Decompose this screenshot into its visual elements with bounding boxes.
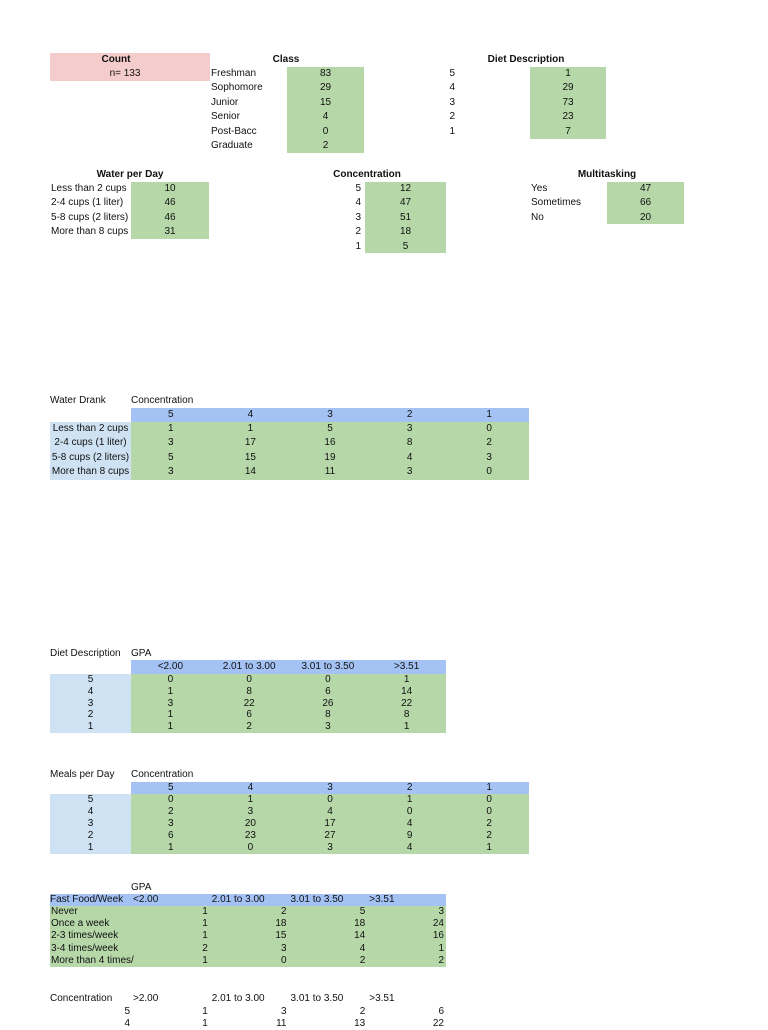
water-value: 10 [164, 183, 176, 194]
diet-rating: 4 [449, 82, 455, 94]
table-row-header: Once a week [51, 918, 110, 930]
count-value: n= 133 [109, 68, 141, 79]
table-cell: 15 [275, 930, 287, 942]
table-cell: 1 [403, 721, 410, 733]
table-col-header: <2.00 [133, 894, 159, 905]
table-cell: 2 [168, 806, 174, 817]
table-cell: 1 [202, 906, 208, 917]
class-label: Senior [211, 111, 240, 123]
table-cell: 1 [486, 842, 492, 853]
diet-value: 73 [562, 96, 574, 108]
table-row-label: Diet Description [50, 648, 121, 659]
table-cell: 3 [327, 842, 333, 853]
diet-rating: 1 [449, 125, 455, 137]
water-label: More than 8 cups [51, 226, 129, 238]
table-row-header: 4 [87, 685, 94, 697]
table-row-header: 4 [124, 1018, 130, 1029]
table-cell: 1 [403, 674, 410, 685]
table-cell: 0 [167, 674, 174, 685]
table-cell: 4 [327, 806, 333, 817]
table-row-header: Less than 2 cups [52, 423, 129, 434]
table-row-header: 2-3 times/week [51, 930, 119, 942]
table-cell: 2 [486, 818, 492, 829]
table-cell: 4 [406, 451, 413, 463]
class-value: 2 [322, 140, 329, 151]
table-cell: 2 [202, 942, 208, 954]
table-cell: 0 [325, 674, 331, 685]
table-cell: 23 [244, 830, 256, 841]
table-cell: 3 [280, 1006, 287, 1017]
table-cell: 4 [406, 818, 413, 829]
water-value: 46 [164, 197, 176, 209]
table-cell: 1 [167, 685, 174, 697]
table-row-header: More than 4 times/ [51, 954, 134, 966]
table-cell: 6 [246, 709, 252, 721]
table-cell: 8 [406, 437, 413, 449]
table-cell: 2 [280, 906, 287, 917]
table-cell: 5 [168, 451, 174, 463]
table-cell: 1 [202, 1006, 208, 1017]
concentration-rating: 4 [355, 197, 361, 209]
class-value: 29 [319, 82, 332, 94]
table-col-label: Concentration [131, 769, 194, 780]
table-cell: 5 [327, 423, 333, 434]
table-cell: 6 [438, 1006, 444, 1017]
table-row-header: 1 [87, 842, 94, 853]
table-cell: 3 [486, 451, 492, 463]
table-col-header: >3.51 [393, 661, 420, 672]
table-col-header: 4 [247, 782, 254, 793]
table-row-header: 3 [87, 818, 94, 829]
table-col-header: 2 [406, 782, 413, 793]
table-col-header: 3.01 to 3.50 [301, 661, 355, 672]
table-col-header: <2.00 [157, 661, 184, 672]
water-label: 5-8 cups (2 liters) [51, 211, 129, 223]
table-col-header: 5 [168, 409, 174, 420]
table-col-header: 3.01 to 3.50 [290, 993, 344, 1004]
table-cell: 18 [275, 918, 287, 930]
table-col-header: 3 [327, 782, 333, 793]
table-row-header: 5 [124, 1006, 130, 1017]
table-cell: 1 [167, 709, 174, 721]
concentration-value: 5 [402, 240, 409, 252]
table-cell: 4 [406, 842, 413, 853]
class-header: Class [272, 54, 300, 65]
table-cell: 0 [280, 954, 287, 966]
water-value: 46 [164, 211, 176, 223]
table-cell: 20 [244, 818, 256, 829]
table-col-label: GPA [131, 882, 152, 893]
table-row-header: 5 [87, 674, 94, 685]
multitasking-label: Sometimes [531, 197, 582, 209]
table-cell: 3 [280, 942, 287, 954]
table-row-header: 2 [87, 709, 94, 721]
table-col-header: >3.51 [369, 993, 395, 1004]
table-row-header: 2-4 cups (1 liter) [54, 437, 127, 449]
table-col-header: 4 [247, 409, 254, 420]
table-cell: 1 [202, 930, 208, 942]
table-cell: 1 [247, 423, 254, 434]
concentration-header: Concentration [333, 169, 401, 180]
table-cell: 2 [438, 954, 444, 966]
class-label: Junior [211, 96, 239, 108]
table-cell: 9 [406, 830, 413, 841]
concentration-rating: 3 [355, 211, 361, 223]
table-col-header: 2.01 to 3.00 [211, 993, 265, 1004]
diet-rating: 3 [449, 96, 455, 108]
concentration-value: 18 [399, 226, 412, 238]
concentration-rating: 1 [355, 240, 361, 252]
table-row-header: More than 8 cups [51, 466, 130, 478]
class-label: Sophomore [211, 82, 263, 94]
table-cell: 16 [324, 437, 336, 449]
concentration-rating: 5 [355, 183, 361, 194]
table-cell: 1 [202, 1018, 208, 1029]
table-cell: 17 [324, 818, 336, 829]
table-col-header: 3 [327, 409, 333, 420]
table-cell: 11 [324, 466, 336, 478]
table-col-header: 2 [406, 409, 413, 420]
table-col-header: 2.01 to 3.00 [222, 661, 276, 672]
table-row-header: 3 [87, 697, 94, 709]
table-cell: 1 [406, 794, 413, 805]
table-row-label: Meals per Day [50, 769, 115, 780]
table-cell: 1 [168, 423, 174, 434]
table-cell: 3 [168, 818, 174, 829]
table-cell: 3 [406, 466, 413, 478]
diet-value: 23 [562, 111, 574, 123]
table-cell: 16 [432, 930, 444, 942]
diet-value: 1 [565, 68, 571, 79]
table-row-header: 5 [87, 794, 94, 805]
table-cell: 1 [438, 942, 444, 954]
table-row-label: Water Drank [50, 395, 106, 406]
multitasking-value: 47 [639, 183, 652, 194]
table-cell: 19 [324, 451, 336, 463]
table-row-label: Concentration [50, 993, 113, 1004]
table-cell: 3 [167, 697, 174, 709]
table-cell: 6 [168, 830, 174, 841]
table-cell: 27 [324, 830, 336, 841]
table-cell: 3 [325, 721, 331, 733]
class-value: 4 [322, 111, 329, 123]
table-cell: 0 [327, 794, 333, 805]
table-row-label: Fast Food/Week [50, 894, 124, 905]
table-col-header: 2.01 to 3.00 [211, 894, 265, 905]
table-cell: 6 [325, 685, 331, 697]
water-value: 31 [164, 226, 176, 238]
table-cell: 0 [246, 674, 252, 685]
class-label: Freshman [211, 68, 257, 79]
table-cell: 2 [359, 1006, 366, 1017]
multitasking-label: Yes [531, 183, 548, 194]
table-cell: 1 [168, 842, 174, 853]
multitasking-value: 20 [639, 211, 652, 223]
water-label: Less than 2 cups [51, 183, 127, 194]
table-cell: 1 [202, 918, 208, 930]
table-cell: 8 [325, 709, 331, 721]
table-cell: 3 [406, 423, 413, 434]
table-col-header: 1 [486, 782, 492, 793]
diet-rating: 5 [449, 68, 455, 79]
concentration-rating: 2 [355, 226, 361, 238]
table-col-label: Concentration [131, 395, 194, 406]
table-cell: 0 [486, 806, 492, 817]
table-cell: 2 [246, 721, 252, 733]
table-cell: 11 [276, 1018, 287, 1029]
table-cell: 13 [354, 1018, 366, 1029]
table-cell: 1 [247, 794, 254, 805]
table-cell: 0 [486, 794, 492, 805]
table-cell: 2 [486, 437, 492, 449]
table-cell: 3 [168, 437, 174, 449]
class-value: 0 [322, 125, 329, 137]
class-value: 83 [319, 68, 332, 79]
diet-value: 29 [562, 82, 574, 94]
concentration-value: 12 [399, 183, 412, 194]
table-cell: 14 [244, 466, 256, 478]
water-header: Water per Day [96, 169, 164, 180]
multitasking-header: Multitasking [577, 169, 637, 180]
table-row-header: Never [51, 906, 78, 917]
table-row-header: 3-4 times/week [51, 942, 119, 954]
table-row-header: 2 [87, 830, 94, 841]
table-cell: 0 [406, 806, 413, 817]
table-cell: 15 [244, 451, 256, 463]
table-cell: 22 [432, 1018, 444, 1029]
diet-rating: 2 [449, 111, 455, 123]
table-cell: 5 [359, 906, 366, 917]
class-label: Graduate [211, 140, 253, 151]
table-cell: 0 [486, 466, 492, 478]
table-col-header: 1 [486, 409, 492, 420]
count-header: Count [101, 54, 131, 65]
table-cell: 8 [403, 709, 410, 721]
table-cell: 2 [486, 830, 492, 841]
multitasking-label: No [531, 211, 544, 223]
table-cell: 22 [243, 697, 255, 709]
table-cell: 26 [322, 697, 334, 709]
table-cell: 24 [432, 918, 444, 930]
table-cell: 2 [359, 954, 366, 966]
table-row-header: 5-8 cups (2 liters) [51, 451, 130, 463]
table-cell: 0 [486, 423, 492, 434]
diet-value: 7 [565, 125, 571, 137]
table-cell: 4 [359, 942, 366, 954]
table-cell: 3 [438, 906, 444, 917]
table-cell: 0 [168, 794, 174, 805]
table-cell: 22 [401, 697, 413, 709]
table-cell: 14 [354, 930, 366, 942]
table-col-header: >3.51 [369, 894, 395, 905]
table-row-header: 1 [87, 721, 94, 733]
table-cell: 17 [244, 437, 256, 449]
water-label: 2-4 cups (1 liter) [51, 197, 124, 209]
table-col-header: 5 [168, 782, 174, 793]
table-cell: 8 [246, 685, 252, 697]
class-value: 15 [319, 96, 332, 108]
multitasking-value: 66 [639, 197, 652, 209]
table-cell: 3 [168, 466, 174, 478]
table-cell: 1 [167, 721, 174, 733]
class-label: Post-Bacc [211, 125, 257, 137]
table-col-header: 3.01 to 3.50 [290, 894, 344, 905]
table-col-header: >2.00 [133, 993, 159, 1004]
concentration-value: 51 [399, 211, 412, 223]
table-cell: 14 [401, 685, 413, 697]
diet-header: Diet Description [487, 54, 565, 65]
table-cell: 1 [202, 954, 208, 966]
table-cell: 0 [247, 842, 254, 853]
table-cell: 3 [247, 806, 254, 817]
table-row-header: 4 [87, 806, 94, 817]
table-cell: 18 [354, 918, 366, 930]
concentration-value: 47 [399, 197, 412, 209]
table-col-label: GPA [131, 648, 152, 659]
